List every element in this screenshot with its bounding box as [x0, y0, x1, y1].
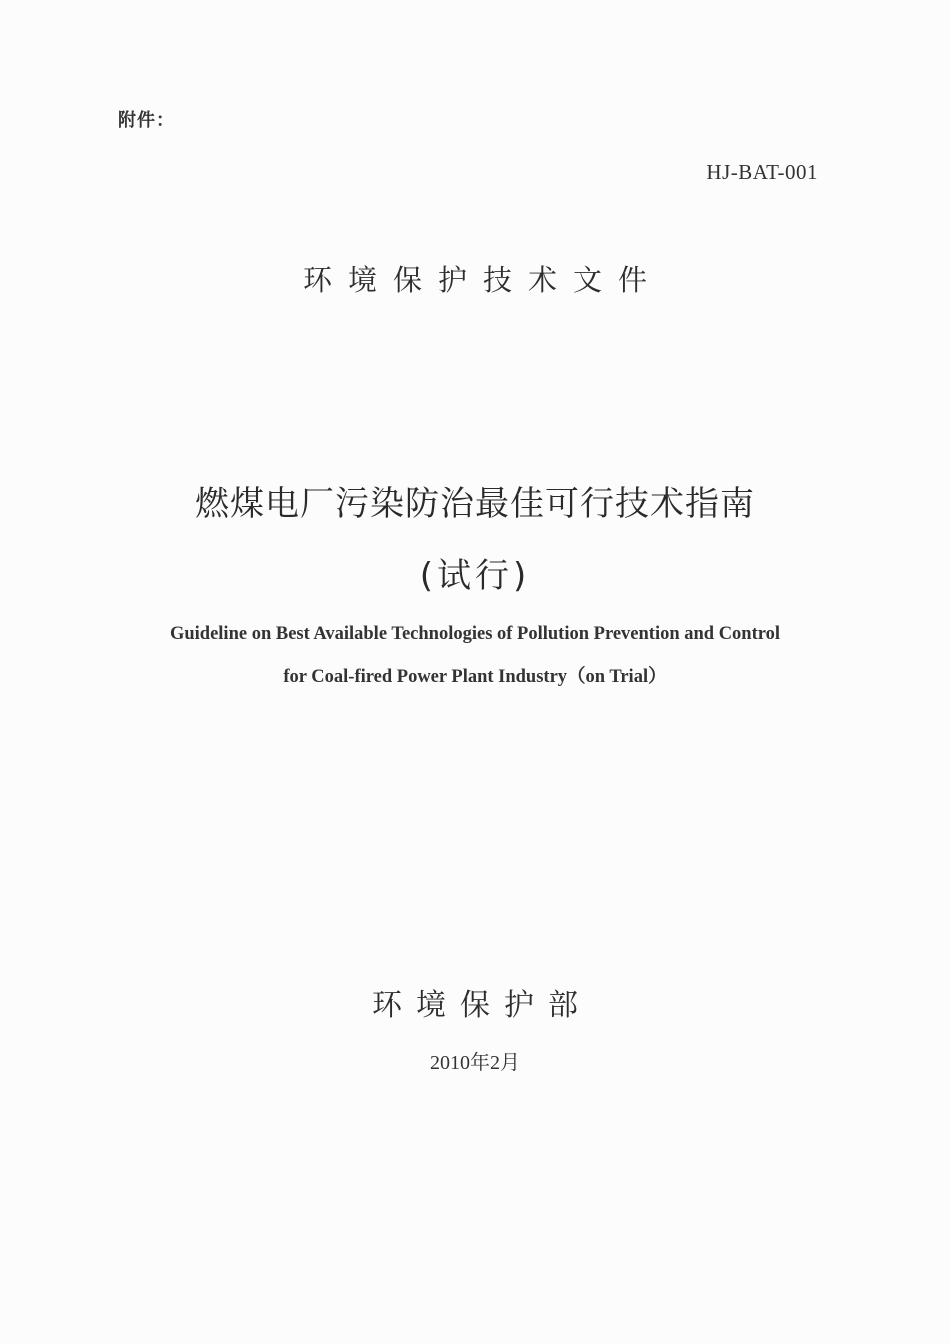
title-english-line1: Guideline on Best Available Technologies of Pollution Prevention and Control [169, 624, 781, 644]
issue-date: 2010年2月 [430, 1052, 520, 1074]
document-type-heading: 环境保护技术文件 [302, 263, 663, 297]
trial-label-chinese: (试行) [419, 556, 531, 596]
document-code: HJ-BAT-001 [706, 160, 818, 184]
attachment-label: 附件： [118, 110, 175, 131]
title-english-line2: for Coal-fired Power Plant Industry（on Trial） [283, 667, 667, 687]
issuing-authority: 环境保护部 [372, 988, 592, 1023]
title-chinese: 燃煤电厂污染防治最佳可行技术指南 [195, 484, 755, 524]
